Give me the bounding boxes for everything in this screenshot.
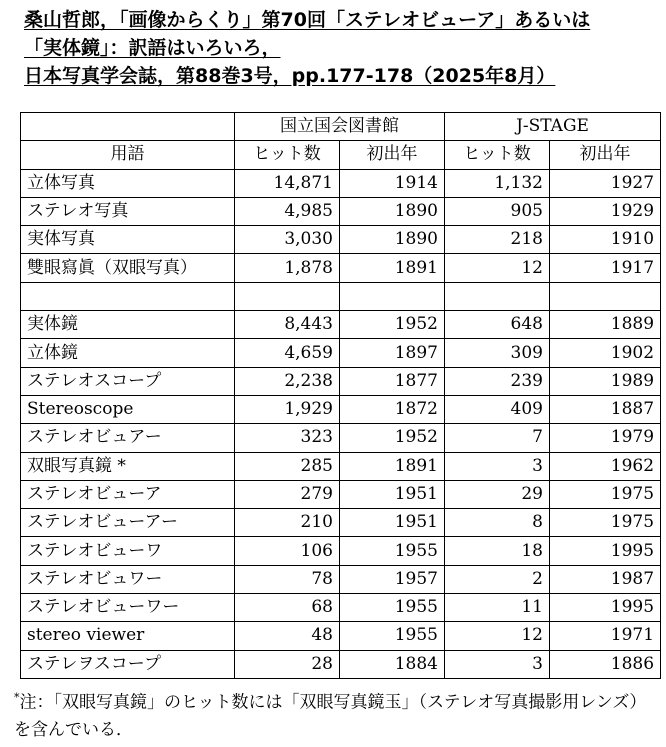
ndl-hits-cell: 68: [235, 594, 340, 622]
term-cell: 雙眼寫眞（双眼写真）: [21, 254, 235, 282]
jstage-first-year-cell: 1910: [550, 226, 661, 254]
jstage-hits-cell: 648: [445, 311, 550, 339]
jstage-hits-cell: 18: [445, 537, 550, 565]
header-blank-cell: [21, 113, 235, 141]
jstage-first-year-cell: 1917: [550, 254, 661, 282]
jstage-first-year-cell: 1886: [550, 650, 661, 678]
ndl-first-year-cell: 1897: [340, 339, 445, 367]
jstage-hits-cell: 12: [445, 254, 550, 282]
ndl-hits-cell: 4,659: [235, 339, 340, 367]
ndl-hits-cell: 106: [235, 537, 340, 565]
ndl-first-year-cell: 1914: [340, 169, 445, 197]
jstage-hits-cell: 11: [445, 594, 550, 622]
citation-line-3: 日本写真学会誌，第88巻3号，pp.177-178（2025年8月）: [24, 65, 556, 87]
term-cell: stereo viewer: [21, 622, 235, 650]
footnote-text: 注：「双眼写真鏡」のヒット数には「双眼写真鏡玉」（ステレオ写真撮影用レンズ）を含んでいる．: [14, 692, 647, 740]
column-header-ndl-hits: ヒット数: [235, 141, 340, 169]
jstage-first-year-cell: 1979: [550, 424, 661, 452]
jstage-hits-cell: 3: [445, 452, 550, 480]
table-row: [21, 339, 661, 367]
term-cell: ステレオビューア: [21, 480, 235, 508]
jstage-first-year-cell: 1995: [550, 537, 661, 565]
jstage-first-year-cell: 1989: [550, 367, 661, 395]
table-row: [21, 565, 661, 593]
term-cell: ステレオスコープ: [21, 367, 235, 395]
column-header-term: 用語: [21, 141, 235, 169]
ndl-hits-cell: 78: [235, 565, 340, 593]
jstage-hits-cell: 239: [445, 367, 550, 395]
ndl-hits-cell: 285: [235, 452, 340, 480]
jstage-hits-cell: 7: [445, 424, 550, 452]
term-hits-table: [20, 112, 661, 679]
document-header: [24, 6, 654, 90]
ndl-hits-cell: 323: [235, 424, 340, 452]
ndl-first-year-cell: [340, 282, 445, 310]
term-cell: 実体写真: [21, 226, 235, 254]
table-body: [21, 169, 661, 678]
table-row: [21, 509, 661, 537]
table-row: [21, 622, 661, 650]
ndl-first-year-cell: 1951: [340, 509, 445, 537]
term-cell: ステレオビューワ: [21, 537, 235, 565]
ndl-hits-cell: 14,871: [235, 169, 340, 197]
column-header-jstage-hits: ヒット数: [445, 141, 550, 169]
term-cell: 実体鏡: [21, 311, 235, 339]
term-cell: Stereoscope: [21, 395, 235, 423]
term-cell: ステレオビューワー: [21, 594, 235, 622]
jstage-hits-cell: [445, 282, 550, 310]
table-row: [21, 424, 661, 452]
ndl-first-year-cell: 1891: [340, 452, 445, 480]
ndl-first-year-cell: 1955: [340, 622, 445, 650]
table-row: [21, 169, 661, 197]
footnote-marker: *: [14, 691, 20, 704]
jstage-hits-cell: 8: [445, 509, 550, 537]
ndl-hits-cell: 28: [235, 650, 340, 678]
jstage-hits-cell: 3: [445, 650, 550, 678]
ndl-hits-cell: 4,985: [235, 197, 340, 225]
ndl-hits-cell: 1,929: [235, 395, 340, 423]
ndl-hits-cell: 1,878: [235, 254, 340, 282]
term-cell: 立体鏡: [21, 339, 235, 367]
jstage-first-year-cell: 1927: [550, 169, 661, 197]
jstage-first-year-cell: [550, 282, 661, 310]
ndl-first-year-cell: 1955: [340, 594, 445, 622]
table-row: [21, 197, 661, 225]
table-row: [21, 480, 661, 508]
column-header-jstage-first-year: 初出年: [550, 141, 661, 169]
jstage-first-year-cell: 1995: [550, 594, 661, 622]
ndl-first-year-cell: 1951: [340, 480, 445, 508]
ndl-first-year-cell: 1877: [340, 367, 445, 395]
table-row: [21, 282, 661, 310]
jstage-first-year-cell: 1971: [550, 622, 661, 650]
table-row: [21, 254, 661, 282]
jstage-first-year-cell: 1975: [550, 480, 661, 508]
jstage-hits-cell: 218: [445, 226, 550, 254]
ndl-first-year-cell: 1872: [340, 395, 445, 423]
table-row: [21, 537, 661, 565]
table-row: [21, 226, 661, 254]
jstage-first-year-cell: 1902: [550, 339, 661, 367]
ndl-first-year-cell: 1884: [340, 650, 445, 678]
group-header-ndl: 国立国会図書館: [235, 113, 445, 141]
ndl-first-year-cell: 1891: [340, 254, 445, 282]
ndl-hits-cell: [235, 282, 340, 310]
jstage-first-year-cell: 1962: [550, 452, 661, 480]
ndl-hits-cell: 210: [235, 509, 340, 537]
ndl-first-year-cell: 1952: [340, 311, 445, 339]
jstage-hits-cell: 12: [445, 622, 550, 650]
citation-line-1: 桑山哲郎，「画像からくり」第70回「ステレオビューア」あるいは: [24, 9, 591, 31]
jstage-first-year-cell: 1929: [550, 197, 661, 225]
term-cell: ステレオビュアー: [21, 424, 235, 452]
jstage-hits-cell: 409: [445, 395, 550, 423]
ndl-hits-cell: 3,030: [235, 226, 340, 254]
term-cell: 双眼写真鏡 *: [21, 452, 235, 480]
table-column-header-row: [21, 141, 661, 169]
ndl-first-year-cell: 1890: [340, 226, 445, 254]
jstage-first-year-cell: 1975: [550, 509, 661, 537]
ndl-first-year-cell: 1957: [340, 565, 445, 593]
jstage-first-year-cell: 1887: [550, 395, 661, 423]
ndl-hits-cell: 48: [235, 622, 340, 650]
jstage-hits-cell: 2: [445, 565, 550, 593]
jstage-first-year-cell: 1889: [550, 311, 661, 339]
ndl-first-year-cell: 1890: [340, 197, 445, 225]
table-row: [21, 395, 661, 423]
table-row: [21, 311, 661, 339]
column-header-ndl-first-year: 初出年: [340, 141, 445, 169]
ndl-first-year-cell: 1952: [340, 424, 445, 452]
table-row: [21, 594, 661, 622]
term-cell: ステレヲスコープ: [21, 650, 235, 678]
jstage-hits-cell: 309: [445, 339, 550, 367]
term-cell: ステレオ写真: [21, 197, 235, 225]
jstage-hits-cell: 1,132: [445, 169, 550, 197]
table-group-header-row: [21, 113, 661, 141]
term-cell: 立体写真: [21, 169, 235, 197]
ndl-hits-cell: 8,443: [235, 311, 340, 339]
table-row: [21, 367, 661, 395]
term-cell: ステレオビュワー: [21, 565, 235, 593]
citation-line-2: 「実体鏡」：訳語はいろいろ，: [24, 37, 281, 59]
group-header-jstage: J-STAGE: [445, 113, 661, 141]
jstage-first-year-cell: 1987: [550, 565, 661, 593]
ndl-hits-cell: 279: [235, 480, 340, 508]
ndl-hits-cell: 2,238: [235, 367, 340, 395]
term-cell: [21, 282, 235, 310]
term-cell: ステレオビューアー: [21, 509, 235, 537]
jstage-hits-cell: 29: [445, 480, 550, 508]
jstage-hits-cell: 905: [445, 197, 550, 225]
ndl-first-year-cell: 1955: [340, 537, 445, 565]
table-row: [21, 452, 661, 480]
footnote: [14, 684, 662, 744]
table-row: [21, 650, 661, 678]
